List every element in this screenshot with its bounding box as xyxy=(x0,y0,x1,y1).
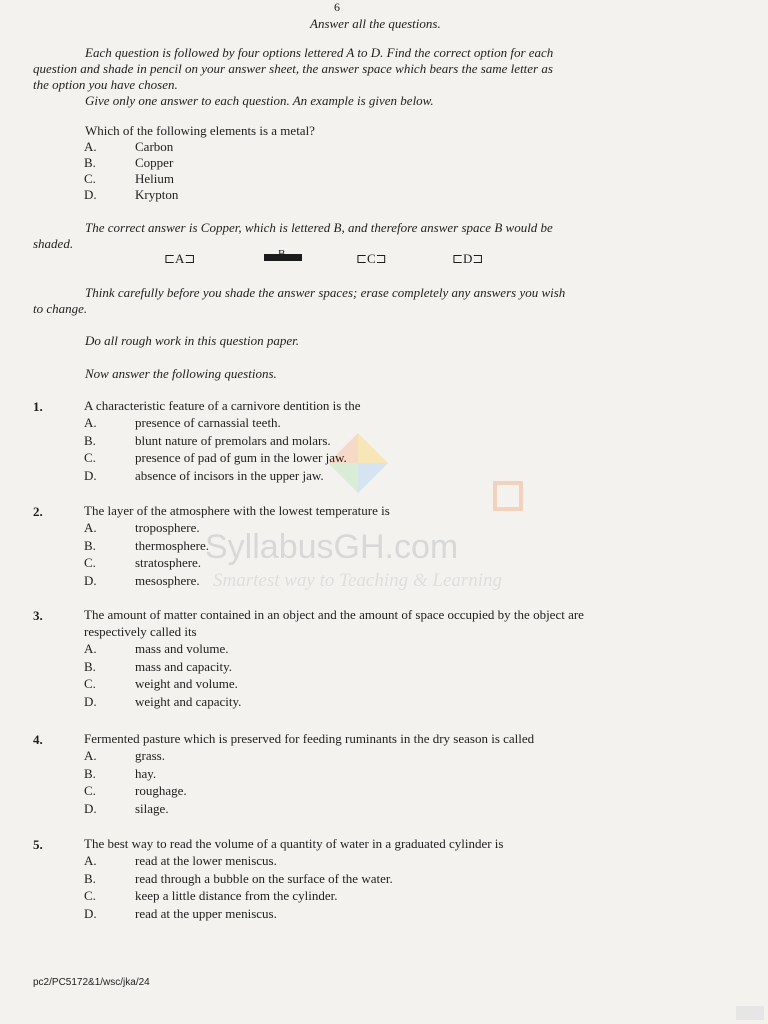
option-letter: A. xyxy=(84,415,97,430)
option-text: weight and volume. xyxy=(135,676,238,691)
question-number: 1. xyxy=(33,399,43,414)
instruction-line: Each question is followed by four options lettered A to D. Find the correct option for each xyxy=(85,45,554,60)
watermark-tagline: Smartest way to Teaching & Learning xyxy=(213,570,503,591)
option-text: hay. xyxy=(135,765,157,781)
option-letter: B. xyxy=(84,537,96,553)
option-letter: D. xyxy=(84,905,97,921)
example-option-letter: A. xyxy=(84,139,97,154)
question-stem: The best way to read the volume of a quantity of water in a graduated cylinder is xyxy=(84,836,504,851)
footer-code: pc2/PC5172&1/wsc/jka/24 xyxy=(33,977,150,988)
option-text: presence of carnassial teeth. xyxy=(135,415,281,430)
bubble-b-shaded xyxy=(264,248,302,261)
option-letter: C. xyxy=(84,888,96,903)
option-letter: A. xyxy=(84,641,97,656)
option-letter: B. xyxy=(84,765,96,781)
instruction-line: question and shade in pencil on your answer sheet, the answer space which bears the same letter as xyxy=(33,61,553,76)
option-letter: D. xyxy=(84,572,97,588)
example-option-letter: D. xyxy=(84,187,97,202)
example-option-text: Carbon xyxy=(135,139,174,154)
example-option-text: Krypton xyxy=(135,187,179,202)
option-text: mesosphere. xyxy=(135,572,200,588)
example-question: Which of the following elements is a metal? xyxy=(85,123,315,138)
option-letter: C. xyxy=(84,676,96,691)
option-letter: A. xyxy=(84,748,97,763)
option-text: read through a bubble on the surface of the water. xyxy=(135,870,393,886)
example-option-letter: C. xyxy=(84,171,96,186)
question-stem: Fermented pasture which is preserved for feeding ruminants in the dry season is called xyxy=(84,731,535,746)
think-carefully: Think carefully before you shade the answer spaces; erase completely any answers you wish xyxy=(85,285,566,300)
question-number: 5. xyxy=(33,837,43,852)
watermark-brand: SyllabusGH.com xyxy=(205,528,459,566)
page-heading: Answer all the questions. xyxy=(310,16,441,31)
option-text: thermosphere. xyxy=(135,537,210,553)
question-number: 4. xyxy=(33,732,43,747)
option-text: stratosphere. xyxy=(135,555,202,570)
option-letter: A. xyxy=(84,520,97,535)
instruction-line: the option you have chosen. xyxy=(33,77,178,92)
option-text: mass and volume. xyxy=(135,641,229,656)
question-stem: The layer of the atmosphere with the lowest temperature is xyxy=(84,503,390,518)
answer-explanation: shaded. xyxy=(33,236,74,251)
option-letter: B. xyxy=(84,432,96,448)
option-text: silage. xyxy=(135,800,169,816)
bubble-b-label: B xyxy=(278,248,286,260)
scanner-stamp-icon xyxy=(736,1006,764,1020)
option-text: presence of pad of gum in the lower jaw. xyxy=(135,450,347,465)
bubble-a: ⊏A⊐ xyxy=(164,251,196,266)
option-text: mass and capacity. xyxy=(135,658,232,674)
rough-work-note: Do all rough work in this question paper. xyxy=(85,333,300,348)
option-letter: D. xyxy=(84,467,97,483)
option-text: troposphere. xyxy=(135,520,200,535)
example-option-text: Copper xyxy=(135,155,174,170)
watermark-square-icon xyxy=(493,481,523,511)
option-letter: B. xyxy=(84,658,96,674)
think-carefully: to change. xyxy=(33,301,88,316)
question-stem: respectively called its xyxy=(84,624,197,639)
option-letter: C. xyxy=(84,783,96,798)
example-option-text: Helium xyxy=(135,171,174,186)
option-text: grass. xyxy=(135,748,165,763)
question-number: 3. xyxy=(33,608,43,623)
answer-explanation: The correct answer is Copper, which is lettered B, and therefore answer space B would be xyxy=(85,220,553,235)
option-letter: C. xyxy=(84,555,96,570)
option-letter: A. xyxy=(84,853,97,868)
option-text: keep a little distance from the cylinder. xyxy=(135,888,338,903)
page-number: 6 xyxy=(334,0,340,14)
option-letter: C. xyxy=(84,450,96,465)
bubble-d: ⊏D⊐ xyxy=(452,251,484,266)
option-text: blunt nature of premolars and molars. xyxy=(135,432,331,448)
example-option-letter: B. xyxy=(84,155,96,170)
option-letter: B. xyxy=(84,870,96,886)
option-letter: D. xyxy=(84,693,97,709)
question-stem: The amount of matter contained in an object and the amount of space occupied by the object are xyxy=(84,607,584,622)
option-text: absence of incisors in the upper jaw. xyxy=(135,467,324,483)
option-text: roughage. xyxy=(135,783,187,798)
question-number: 2. xyxy=(33,504,43,519)
option-letter: D. xyxy=(84,800,97,816)
option-text: read at the lower meniscus. xyxy=(135,853,277,868)
bubble-c: ⊏C⊐ xyxy=(356,251,387,266)
question-stem: A characteristic feature of a carnivore dentition is the xyxy=(84,398,361,413)
instruction-line: Give only one answer to each question. An example is given below. xyxy=(85,93,434,108)
option-text: read at the upper meniscus. xyxy=(135,905,277,921)
option-text: weight and capacity. xyxy=(135,693,242,709)
now-answer-note: Now answer the following questions. xyxy=(85,366,277,381)
